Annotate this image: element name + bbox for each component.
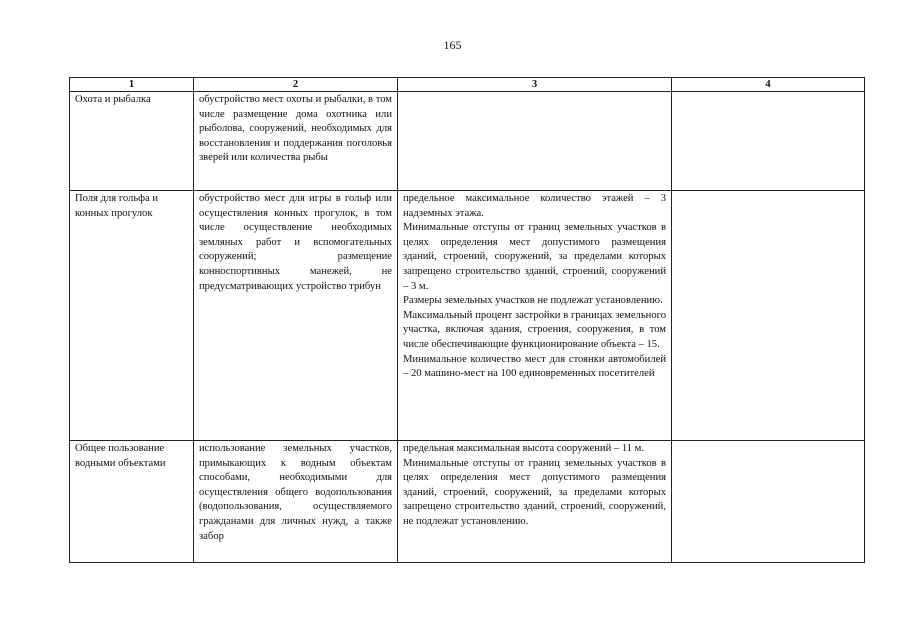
row-2-param-5: Минимальное количество мест для стоянки автомобилей – 20 машино-мест на 100 единовременных посетителей: [403, 353, 666, 380]
row-3-name: Общее пользование водными объектами: [70, 441, 194, 563]
row-1-parameters: [398, 92, 672, 191]
row-2-parameters: [398, 191, 672, 441]
row-2-description: обустройство мест для игры в гольф или осуществления конных прогулок, в том числе осуществление необходимых земляных работ и вспомогательных сооружений; размещение конноспортивных манежей, не предусматривающих устройство трибун: [194, 191, 398, 441]
row-1-notes: [672, 92, 865, 191]
row-3-description: использование земельных участков, примыкающих к водным объектам способами, необходимыми для осуществления общего водопользования (водопользования, осуществляемого гражданами для личных нужд, а также забор: [194, 441, 398, 563]
row-2-param-1: предельное максимальное количество этажей – 3 надземных этажа.: [403, 193, 666, 219]
row-2-param-3: Размеры земельных участков не подлежат установлению.: [403, 295, 663, 307]
table-row: [70, 191, 865, 441]
row-1-name: Охота и рыбалка: [70, 92, 194, 191]
row-3-notes: [672, 441, 865, 563]
column-header-1: 1: [70, 78, 194, 92]
row-1-description: обустройство мест охоты и рыбалки, в том числе размещение дома охотника или рыболова, сооружений, необходимых для восстановления и поддержания поголовья зверей или количества рыбы: [194, 92, 398, 191]
page-number: 165: [443, 38, 462, 52]
row-3-param-2: Минимальные отступы от границ земельных участков в целях определения мест допустимого размещения зданий, строений, сооружений, за пределами которых запрещено строительство зданий, строений, сооружений, не подлежат установлению.: [403, 457, 666, 527]
row-2-param-4: Максимальный процент застройки в границах земельного участка, включая здания, строения, сооружения, в том числе обеспечивающие функционирование объекта – 15.: [403, 309, 666, 350]
row-3-parameters: [398, 441, 672, 563]
row-2-name: Поля для гольфа и конных прогулок: [70, 191, 194, 441]
row-2-notes: [672, 191, 865, 441]
land-use-table: [69, 77, 865, 563]
table-header-row: [70, 78, 865, 92]
column-header-2: 2: [194, 78, 398, 92]
table-row: [70, 92, 865, 191]
column-header-4: 4: [672, 78, 865, 92]
row-3-param-1: предельная максимальная высота сооружений – 11 м.: [403, 443, 645, 454]
table-row: [70, 441, 865, 563]
column-header-3: 3: [398, 78, 672, 92]
row-2-param-2: Минимальные отступы от границ земельных участков в целях определения мест допустимого размещения зданий, строений, сооружений, за пределами которых запрещено строительство зданий, строений, сооружений – 3 м.: [403, 222, 666, 292]
